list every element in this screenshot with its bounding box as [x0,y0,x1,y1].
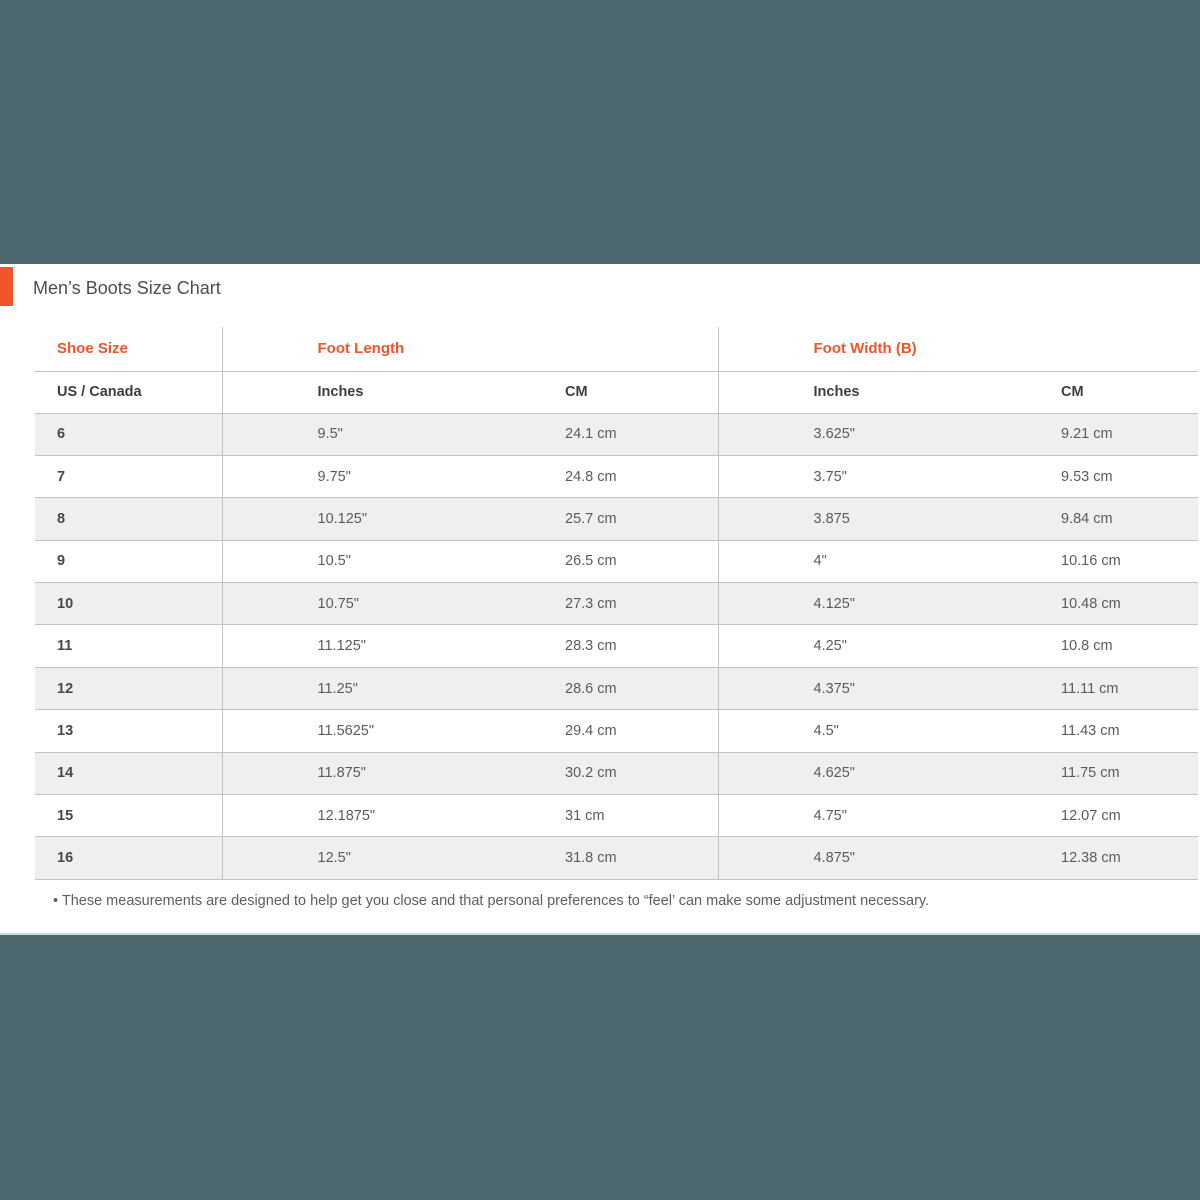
length-cm-cell: 24.1 cm [470,413,718,455]
length-inches-cell: 11.125" [222,625,470,667]
length-inches-cell: 9.5" [222,413,470,455]
width-cm-cell: 9.21 cm [966,413,1198,455]
length-cm-cell: 28.6 cm [470,667,718,709]
sub-header-width-cm: CM [966,371,1198,413]
length-cm-cell: 29.4 cm [470,710,718,752]
length-inches-cell: 10.5" [222,540,470,582]
us-size-cell: 12 [35,667,222,709]
width-inches-cell: 4.125" [718,583,966,625]
length-inches-cell: 11.875" [222,752,470,794]
group-header-foot-length: Foot Length [222,327,718,371]
length-inches-cell: 12.1875" [222,795,470,837]
width-cm-cell: 11.43 cm [966,710,1198,752]
width-cm-cell: 10.16 cm [966,540,1198,582]
table-row [35,540,1198,582]
table-row [35,710,1198,752]
us-size-cell: 6 [35,413,222,455]
group-header-row [35,327,1198,371]
length-cm-cell: 31.8 cm [470,837,718,879]
width-inches-cell: 4.375" [718,667,966,709]
width-inches-cell: 3.625" [718,413,966,455]
us-size-cell: 11 [35,625,222,667]
length-inches-cell: 9.75" [222,455,470,497]
sub-header-length-inches: Inches [222,371,470,413]
width-cm-cell: 12.07 cm [966,795,1198,837]
measurement-footnote: • These measurements are designed to help get you close and that personal preferences to “feel’ can make some adjustment necessary. [53,893,930,909]
length-inches-cell: 11.25" [222,667,470,709]
size-chart-table [35,327,1198,880]
length-cm-cell: 26.5 cm [470,540,718,582]
length-cm-cell: 24.8 cm [470,455,718,497]
size-chart-panel [0,264,1200,935]
table-row [35,625,1198,667]
sub-header-us-canada: US / Canada [35,371,222,413]
width-cm-cell: 9.84 cm [966,498,1198,540]
width-inches-cell: 3.75" [718,455,966,497]
us-size-cell: 7 [35,455,222,497]
us-size-cell: 15 [35,795,222,837]
length-inches-cell: 10.75" [222,583,470,625]
sub-header-width-inches: Inches [718,371,966,413]
length-cm-cell: 30.2 cm [470,752,718,794]
width-cm-cell: 11.75 cm [966,752,1198,794]
width-inches-cell: 3.875 [718,498,966,540]
us-size-cell: 14 [35,752,222,794]
us-size-cell: 10 [35,583,222,625]
width-cm-cell: 9.53 cm [966,455,1198,497]
width-inches-cell: 4.625" [718,752,966,794]
table-row [35,413,1198,455]
width-inches-cell: 4.5" [718,710,966,752]
length-cm-cell: 31 cm [470,795,718,837]
width-cm-cell: 11.11 cm [966,667,1198,709]
width-inches-cell: 4.25" [718,625,966,667]
orange-accent-bar [0,267,13,306]
table-row [35,455,1198,497]
sub-header-length-cm: CM [470,371,718,413]
us-size-cell: 13 [35,710,222,752]
width-cm-cell: 10.48 cm [966,583,1198,625]
group-header-shoe-size: Shoe Size [35,327,222,371]
table-row [35,837,1198,879]
width-inches-cell: 4.75" [718,795,966,837]
width-cm-cell: 12.38 cm [966,837,1198,879]
table-row [35,667,1198,709]
length-inches-cell: 12.5" [222,837,470,879]
length-cm-cell: 27.3 cm [470,583,718,625]
length-inches-cell: 10.125" [222,498,470,540]
table-row [35,583,1198,625]
us-size-cell: 8 [35,498,222,540]
length-inches-cell: 11.5625" [222,710,470,752]
us-size-cell: 9 [35,540,222,582]
length-cm-cell: 28.3 cm [470,625,718,667]
table-row [35,498,1198,540]
width-inches-cell: 4" [718,540,966,582]
group-header-foot-width: Foot Width (B) [718,327,1198,371]
sub-header-row [35,371,1198,413]
width-cm-cell: 10.8 cm [966,625,1198,667]
page-title: Men’s Boots Size Chart [33,278,221,298]
table-row [35,795,1198,837]
us-size-cell: 16 [35,837,222,879]
table-row [35,752,1198,794]
width-inches-cell: 4.875" [718,837,966,879]
length-cm-cell: 25.7 cm [470,498,718,540]
